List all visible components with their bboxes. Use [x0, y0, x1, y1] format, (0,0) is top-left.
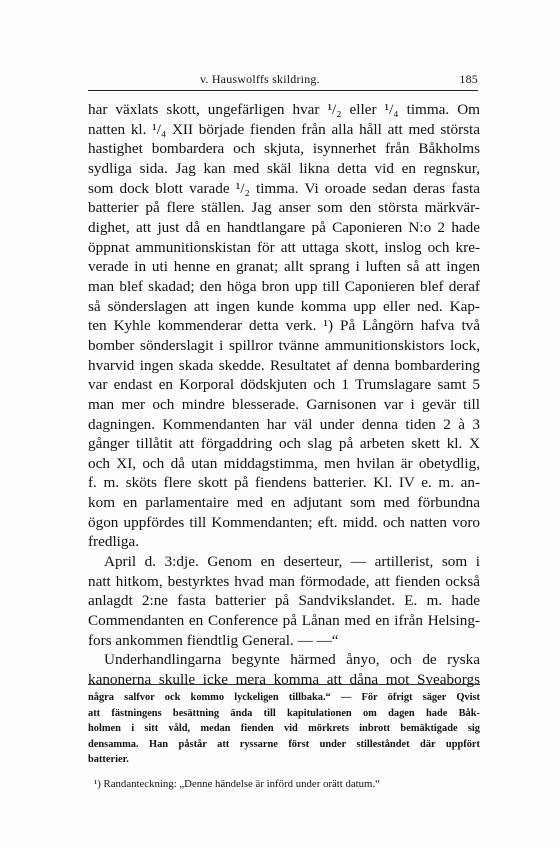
footnotes: [88, 690, 480, 793]
text-line: April d. 3:dje. Genom en deserteur, — artillerist, som i: [104, 553, 480, 571]
text-line: ögon uppfördes till Kommendanten; eft. midd. och natten voro: [88, 513, 480, 531]
main-text: [88, 100, 480, 690]
footnote-continued: [88, 690, 480, 768]
text-line: fors ankommen fiendtlig General. — —“: [88, 631, 339, 649]
text-line: verade in uti henne en granat; allt sprang i luften så att ingen: [88, 258, 480, 276]
running-title: v. Hauswolffs skildring.: [200, 72, 320, 86]
text-line: man blef skadad; den höga bron upp till Caponieren blef deraf: [88, 277, 480, 295]
text-line: och XI, och då utan middagstimma, men hvilan är obetydlig,: [88, 454, 480, 472]
paragraph-1: [88, 100, 480, 552]
text-line: som dock blott varade ¹/₂ timma. Vi oroade sedan deras fasta: [88, 179, 480, 197]
text-line: batterier på flere ställen. Jag anser som den största märkvär-: [88, 199, 480, 217]
text-line: hvarvid ingen skada skedde. Resultatet af denna bombardering: [88, 356, 480, 374]
text-line: dagningen. Kommendanten har väl under denna tiden 2 à 3: [88, 415, 480, 433]
text-line: natten kl. ¹/₄ XII började fienden från alla håll att med största: [88, 120, 480, 138]
text-line: f. m. sköts flere skott på fiendens batterier. Kl. IV e. m. an-: [88, 474, 480, 492]
text-line: gånger tillåtit att förgaddring och slag på arbeten skett kl. X: [88, 435, 480, 453]
text-line: fredliga.: [88, 533, 140, 551]
footnote-line: några salfvor ock kommo lyckeligen tillbaka.“ — För öfrigt säger Qvist: [88, 692, 480, 703]
text-line: dighet, att just då en handtlangare på Caponieren N:o 2 hade: [88, 218, 480, 236]
text-line: har växlats skott, ungefärligen hvar ¹/₂ eller ¹/₄ timma. Om: [88, 101, 480, 118]
footnote-line: densamma. Han påstår att ryssarne först under stilleståndet där uppfört: [88, 738, 480, 750]
text-line: sydliga sida. Jag kan med skäl likna detta vid en regnskur,: [88, 159, 480, 177]
text-line: Commendanten en Conference på Lånan med en ifrån Helsing-: [88, 612, 480, 630]
footnote-line: batterier.: [88, 754, 129, 766]
page-number: 185: [459, 72, 478, 86]
text-line: man mer och mindre blesserade. Garnisonen var i gevär till: [88, 395, 480, 413]
text-line: öppnat ammunitionskistan för att uttaga skott, inslog och kre-: [88, 238, 480, 256]
text-line: så sönderslagen att ingen kunde komma upp eller ned. Kap-: [88, 297, 480, 315]
text-line: var endast en Korporal dödskjuten och 1 Trumslagare samt 5: [88, 376, 480, 394]
page-header: [88, 72, 478, 90]
text-line: kanonerna skulle icke mera komma att dåna mot Sveaborgs: [88, 671, 480, 689]
paragraph-2: [88, 552, 480, 650]
text-line: ten Kyhle kommenderar detta verk. ¹) På Långörn hafva två: [88, 317, 480, 335]
text-line: kom en parlamentaire med en adjutant som med förbundna: [88, 494, 480, 512]
footnote-1: ¹) Randanteckning: „Denne händelse är införd under orätt datum.“: [94, 777, 380, 790]
text-line: hastighet bombardera och skjuta, isynnerhet från Båkholms: [88, 140, 480, 158]
footnote-line: att fästningens besättning ända till kapitulationen om dagen hade Båk-: [88, 707, 480, 719]
text-line: bomber sönderslagit i spillror tvänne ammunitionskistors lock,: [88, 336, 480, 354]
text-line: Underhandlingarna begynte härmed ånyo, och de ryska: [104, 651, 480, 669]
text-line: natt hitkom, bestyrktes hvad man förmodade, att fienden också: [88, 572, 480, 590]
header-rule: [88, 90, 478, 91]
text-line: anlagdt 2:ne fasta batterier på Sandvikslandet. E. m. hade: [88, 592, 480, 610]
footnote-rule: [88, 684, 480, 685]
footnote-line: holmen i sitt våld, medan fienden vid mörkrets inbrott bemäktigade sig: [88, 723, 480, 735]
